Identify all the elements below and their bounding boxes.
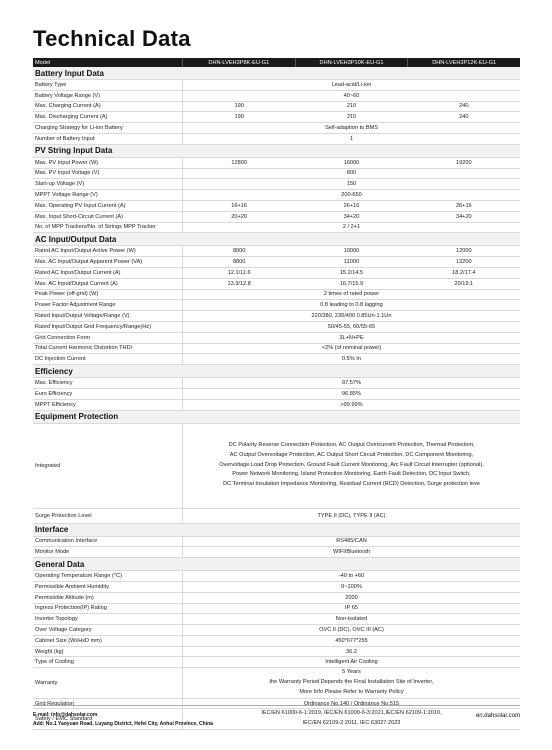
row-label: Rated Input/Output Voltage/Range (V) [33, 311, 183, 321]
row-label: Communication Interface [33, 537, 183, 547]
model-label: Model [33, 58, 183, 67]
row-value: 11000 [343, 259, 360, 266]
row-value: 20/19.1 [454, 280, 474, 287]
table-row [33, 593, 520, 604]
row-label: Start-up Voltage (V) [33, 179, 183, 189]
row-value: 16000 [343, 159, 360, 166]
row-value: 220/380, 230/400 0.85Un-1.1Un [311, 313, 392, 320]
row-label: Type of Cooling [33, 657, 183, 667]
row-label: Total Current Harmonic Distortion THDi [33, 344, 183, 354]
table-row [33, 201, 520, 212]
row-label: Max. Discharging Current (A) [33, 112, 183, 122]
row-value: 50/45-55, 60/55-65 [327, 323, 376, 330]
row-value: 0.5% In [342, 356, 361, 363]
row-label: Operating Temperature Range (°C) [33, 571, 183, 581]
row-value: 18.2/17.4 [452, 269, 476, 276]
row-value: 34+20 [455, 213, 472, 220]
table-row [33, 400, 520, 411]
row-label: Power Factor Adjustment Range [33, 300, 183, 310]
row-value: 20+20 [231, 213, 248, 220]
row-value: 36.2 [346, 648, 357, 655]
row-value: 2000 [345, 594, 358, 601]
row-value: 16+16 [231, 202, 248, 209]
row-value: 26+16 [455, 202, 472, 209]
row-label: Ingress Protection(IP) Rating [33, 604, 183, 614]
row-label: Integrated [33, 424, 183, 508]
page-title: Technical Data [33, 26, 191, 51]
table-row [33, 333, 520, 344]
row-value-line: AC Output Overvoltage Protection, AC Output Short Circuit Protection, DC Component Monitoring, [229, 451, 474, 458]
row-value: 19200 [456, 159, 472, 166]
row-value: 0~100% [341, 583, 362, 590]
row-value: 800 [346, 170, 357, 177]
footer-website: en.dahsolar.com [475, 713, 520, 719]
section-heading: PV String Input Data [33, 145, 520, 158]
row-value: 26+16 [343, 202, 360, 209]
row-value: 210 [346, 114, 357, 121]
section-heading: Efficiency [33, 365, 520, 378]
table-row [33, 547, 520, 558]
table-row [33, 424, 520, 509]
row-value-line: Power Network Monitoring, Island Protection Monitoring, Earth Fault Detection, DC Input Switch, [232, 471, 471, 478]
table-row [33, 279, 520, 290]
section-heading: General Data [33, 558, 520, 571]
row-label: Monitor Mode [33, 547, 183, 557]
table-row [33, 223, 520, 234]
row-label: Surge Protection Level [33, 509, 183, 523]
row-value: Lead-acid/Li-ion [331, 81, 372, 88]
row-value: 150 [346, 181, 357, 188]
row-label: Max. PV Input Power (W) [33, 158, 183, 168]
row-value-line: Overvoltage Load Drop Protection, Ground Fault Current Monitoring, Arc Fault Circuit Interrupter (optional), [219, 461, 484, 468]
table-row [33, 311, 520, 322]
table-row [33, 190, 520, 201]
row-label: Max. Operating PV Input Current (A) [33, 201, 183, 211]
table-row [33, 102, 520, 113]
row-label: Peak Power (off-grid) (W) [33, 290, 183, 300]
row-value: 2 / 2+1 [342, 224, 361, 231]
row-label: Weight (kg) [33, 647, 183, 657]
row-value: 10000 [343, 248, 360, 255]
row-label: Inverter Topology [33, 614, 183, 624]
row-value: 2 times of rated power [323, 291, 380, 298]
table-row [33, 647, 520, 658]
row-label: Over Voltage Category [33, 625, 183, 635]
technical-data-table [33, 58, 520, 730]
row-value: IP 65 [345, 605, 358, 612]
row-value: 34+20 [343, 213, 360, 220]
table-row [33, 123, 520, 134]
table-row [33, 571, 520, 582]
row-label: DC Injection Current [33, 354, 183, 364]
row-value: Ordinance No.140 / Ordinance No.515 [303, 700, 400, 707]
row-value: 3L+N+PE [339, 334, 364, 341]
table-row [33, 322, 520, 333]
footer-address: Add: No.1 Yaoyuan Road, Luyang District, Hefei City, Anhui Province, China [33, 721, 213, 727]
row-label: Grid Connection Form [33, 333, 183, 343]
table-row [33, 268, 520, 279]
row-value-line: DC Polarity Reverse Connection Protection, AC Output Overcurrent Protection, Thermal Protection, [228, 442, 475, 449]
section-heading: Equipment Protection [33, 411, 520, 424]
row-value: Intelligent Air Cooling [325, 659, 378, 666]
row-value-line: 5 Years [342, 669, 361, 676]
table-row [33, 354, 520, 365]
table-row [33, 668, 520, 698]
row-value: 8000 [232, 248, 246, 255]
table-row [33, 582, 520, 593]
row-label: Grid Regulation [33, 699, 183, 709]
table-row [33, 614, 520, 625]
table-row [33, 604, 520, 615]
row-value: >99.99% [340, 401, 363, 408]
row-value-line: IEC/EN 61000-6-1:2019, IEC/EN 61000-6-3:2021,IEC/EN 62109-1:2010, [261, 710, 442, 717]
table-row [33, 257, 520, 268]
row-label: Battery Voltage Range (V) [33, 91, 183, 101]
row-label: Max. PV Input Voltage (V) [33, 169, 183, 179]
row-value-line: IEC/EN 62109-2:2011, IEC 63027:2023 [302, 720, 401, 727]
row-value: RS485/CAN [336, 538, 367, 545]
row-label: Max. AC Input/Output Current (A) [33, 279, 183, 289]
row-value: <2% (of nominal power) [321, 345, 382, 352]
model-name: DHN-LVEH3P8K-EU-G1 [183, 58, 296, 67]
row-value: 8800 [232, 259, 246, 266]
table-row [33, 134, 520, 145]
table-row [33, 91, 520, 102]
row-label: Euro Efficiency [33, 389, 183, 399]
table-header-row [33, 58, 520, 67]
model-name: DHN-LVEH3P10K-EU-G1 [296, 58, 409, 67]
row-value: 12000 [456, 248, 472, 255]
row-value: 13200 [456, 259, 472, 266]
row-value: Non-isolated [335, 616, 368, 623]
footer-email: E-mail: info@dahsolar.com [33, 712, 98, 718]
row-value: 12.1/11.6 [227, 269, 251, 276]
table-row [33, 290, 520, 301]
table-row [33, 389, 520, 400]
row-label: Battery Type [33, 80, 183, 90]
row-value: 16.7/15.9 [339, 280, 364, 287]
row-value-line: DC Terminal Insulation Impedance Monitoring, Residual Current (RCD) Detection, Surge protection leve [223, 481, 480, 488]
section-heading: AC Input/Output Data [33, 233, 520, 246]
table-row [33, 625, 520, 636]
row-value-line: More Info Please Refer to Warranty Policy [299, 688, 404, 695]
row-label: Permissible Ambient Humidity [33, 582, 183, 592]
row-value: 200-650 [341, 192, 362, 199]
table-row [33, 246, 520, 257]
row-value: Self-adaption to BMS [325, 125, 378, 132]
row-value: 240 [459, 114, 469, 121]
row-value: 1 [349, 135, 354, 142]
row-value: 97.57% [342, 380, 361, 387]
table-row [33, 537, 520, 548]
row-value: 210 [346, 103, 357, 110]
row-value: 96.85% [342, 390, 361, 397]
table-row [33, 112, 520, 123]
table-row [33, 179, 520, 190]
row-value: 40~60 [343, 92, 360, 99]
row-value: WIFI/Bluetooth [333, 549, 370, 556]
table-row [33, 169, 520, 180]
row-label: Charging Strategy for Li-ion Battery [33, 123, 183, 133]
row-label: Rated Input/Output Grid Frequency/Range(Hz) [33, 322, 183, 332]
row-label: Rated AC Input/Output Active Power (W) [33, 246, 183, 256]
row-label: No. of MPP Trackers/No. of Strings MPP Tracker [33, 223, 183, 233]
row-label: Max. Input Short-Circuit Current (A) [33, 212, 183, 222]
section-heading: Interface [33, 524, 520, 537]
row-label: Safety / EMC Standard [33, 709, 183, 729]
row-value: 0.8 leading to 0.8 lagging [320, 302, 383, 309]
row-value: -40 to +60 [338, 573, 365, 579]
row-value: 13.3/12.8 [227, 280, 251, 287]
table-row [33, 300, 520, 311]
model-name: DHN-LVEH3P12K-EU-G1 [432, 59, 497, 66]
row-value: OVC II (DC), OVC III (AC) [319, 626, 384, 633]
row-label: Warranty [33, 668, 183, 697]
table-row [33, 158, 520, 169]
footer-divider [33, 705, 520, 706]
table-row [33, 636, 520, 647]
row-value: TYPE II (DC), TYPE II (AC) [317, 512, 386, 519]
row-label: Max. AC Input/Output Apparent Power (VA) [33, 257, 183, 267]
row-label: Max. Efficiency [33, 378, 183, 388]
row-value: 12800 [231, 159, 247, 166]
row-value: 240 [459, 103, 469, 110]
row-label: MPPT Efficiency [33, 400, 183, 410]
table-row [33, 657, 520, 668]
row-value: 190 [234, 114, 244, 121]
row-label: Rated AC Input/Output Current (A) [33, 268, 183, 278]
row-value: 190 [234, 103, 244, 110]
row-label: Cabinet Size (WxHxD mm) [33, 636, 183, 646]
table-row [33, 344, 520, 355]
table-row [33, 212, 520, 223]
section-heading: Battery Input Data [33, 67, 520, 80]
table-row [33, 509, 520, 524]
row-label: Number of Battery Input [33, 134, 183, 144]
row-label: Permissible Altitude (m) [33, 593, 183, 603]
row-value: 450*677*255 [335, 637, 368, 644]
row-label: Max. Charging Current (A) [33, 102, 183, 112]
row-label: MPPT Voltage Range (V) [33, 190, 183, 200]
table-row [33, 80, 520, 91]
table-row [33, 378, 520, 389]
row-value: 15.2/14.5 [339, 269, 364, 276]
row-value-line: the Warranty Period Depends the Final Installation Site of Inverter, [269, 679, 434, 686]
